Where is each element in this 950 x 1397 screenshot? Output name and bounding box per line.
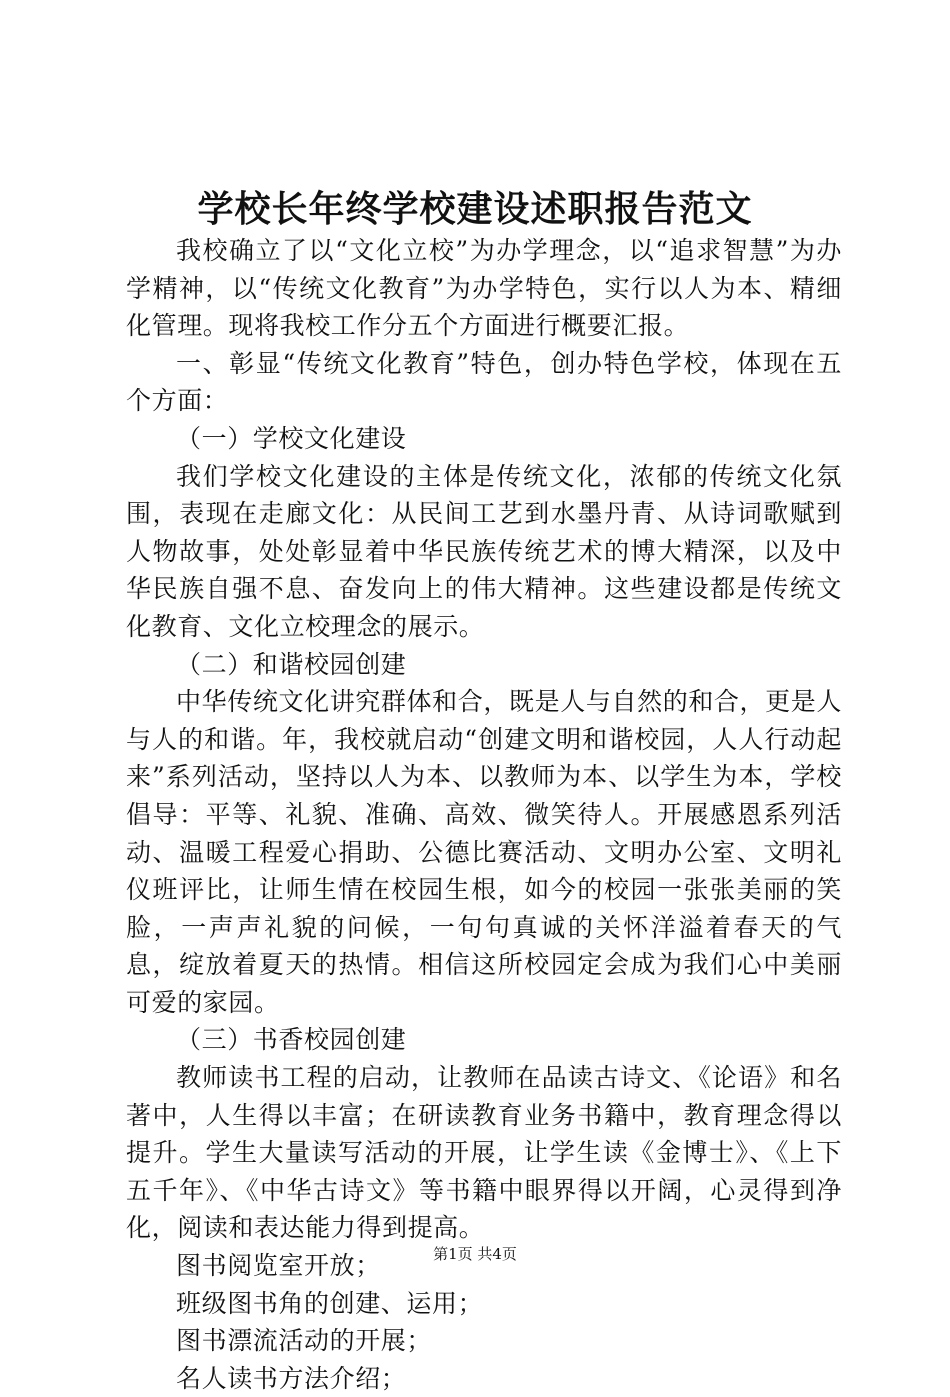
section-heading-1: 一、彰显“传统文化教育”特色，创办特色学校，体现在五个方面：: [126, 348, 842, 416]
paragraph-intro: 我校确立了以“文化立校”为办学理念，以“追求智慧”为办学精神，以“传统文化教育”为办学特色，实行以人为本、精细化管理。现将我校工作分五个方面进行概要汇报。: [126, 236, 842, 341]
subsection-heading-3: （三）书香校园创建: [176, 1025, 407, 1055]
document-title: 学校长年终学校建设述职报告范文: [197, 188, 753, 230]
list-item-book-drifting: 图书漂流活动的开展；: [176, 1326, 433, 1356]
subsection-heading-1: （一）学校文化建设: [176, 423, 407, 453]
subsection-heading-2: （二）和谐校园创建: [176, 649, 407, 679]
list-item-reading-room: 图书阅览室开放；: [176, 1251, 381, 1281]
list-item-reading-methods: 名人读书方法介绍；: [176, 1363, 407, 1393]
paragraph-harmonious-campus: 中华传统文化讲究群体和合，既是人与自然的和合，更是人与人的和谐。年，我校就启动“创建文明和谐校园，人人行动起来”系列活动，坚持以人为本、以教师为本、以学生为本，学校倡导：平等、礼貌、准确、高效、微笑待人。开展感恩系列活动、温暖工程爱心捐助、公德比赛活动、文明办公室、文明礼仪班评比，让师生情在校园生根，如今的校园一张张美丽的笑脸，一声声礼貌的问候，一句句真诚的关怀洋溢着春天的气息，绽放着夏天的热情。相信这所校园定会成为我们心中美丽可爱的家园。: [126, 687, 842, 1017]
paragraph-reading-campus: 教师读书工程的启动，让教师在品读古诗文、《论语》和名著中，人生得以丰富；在研读教育业务书籍中，教育理念得以提升。学生大量读写活动的开展，让学生读《金博士》、《上下五千年》、《中华古诗文》等书籍中眼界得以开阔，心灵得到净化，阅读和表达能力得到提高。: [126, 1063, 842, 1243]
paragraph-school-culture: 我们学校文化建设的主体是传统文化，浓郁的传统文化氛围，表现在走廊文化：从民间工艺到水墨丹青、从诗词歌赋到人物故事，处处彰显着中华民族传统艺术的博大精深，以及中华民族自强不息、奋发向上的伟大精神。这些建设都是传统文化教育、文化立校理念的展示。: [126, 461, 842, 641]
list-item-class-book-corner: 班级图书角的创建、运用；: [176, 1288, 484, 1318]
document-body: [126, 232, 842, 1397]
page-number-footer: 第1页 共4页: [433, 1245, 517, 1263]
